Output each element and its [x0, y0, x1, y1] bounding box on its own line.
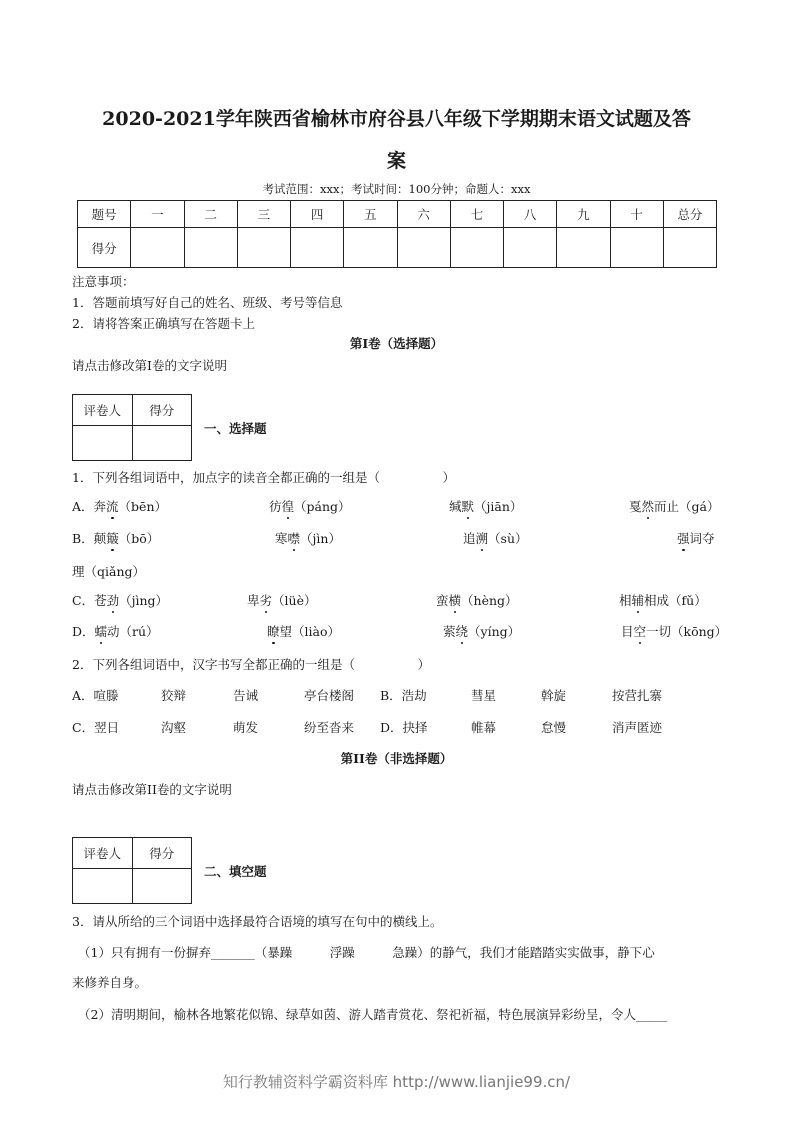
option-text: 相成（fǔ）	[644, 593, 707, 608]
grader-table	[72, 394, 192, 461]
option-text: （jìng）	[119, 593, 169, 608]
score-header-cell: 九	[557, 201, 610, 228]
q2-word: B．浩劫	[380, 688, 427, 703]
q1-option-d-item	[72, 622, 159, 640]
q1-option-a-item	[449, 497, 522, 515]
option-text: （jìn）	[300, 531, 341, 546]
dotted-char: 徨	[281, 499, 295, 514]
option-text: 望（liào）	[279, 624, 340, 639]
score-cell[interactable]	[291, 228, 344, 268]
score-header-cell: 五	[344, 201, 397, 228]
dotted-char: 流	[106, 499, 119, 514]
option-text: 而止（gá）	[654, 499, 720, 514]
dotted-char: 辅	[631, 593, 645, 608]
question-3-stem: 3．请从所给的三个词语中选择最符合语境的填写在句中的横线上。	[72, 914, 443, 929]
score-cell[interactable]	[237, 228, 290, 268]
q1-option-a-item	[629, 497, 720, 515]
q2-word: 狡辩	[161, 688, 187, 703]
q2-word: 沟壑	[161, 720, 187, 735]
q2-word: 纷至沓来	[304, 720, 355, 735]
option-text: （bēn）	[118, 499, 167, 514]
score-cell[interactable]	[557, 228, 610, 268]
grader-score-label: 得分	[132, 395, 192, 426]
q2-word: 彗星	[471, 688, 497, 703]
score-cell[interactable]	[184, 228, 237, 268]
option-text: 一切（kōng）	[646, 624, 728, 639]
q1-option-c-item	[436, 591, 518, 609]
option-text: D．	[72, 624, 95, 639]
option-text: 戛	[629, 499, 642, 514]
option-text: 萦	[443, 624, 456, 639]
q1-option-d-item	[443, 622, 520, 640]
option-text: B．颠	[72, 531, 107, 546]
dotted-char: 默	[461, 499, 475, 514]
q1-option-b-item	[677, 529, 715, 547]
dotted-char: 瞭	[267, 624, 280, 639]
footer-watermark: 知行教辅资料学霸资料库 http://www.lianjie99.cn/	[222, 1073, 571, 1091]
document-title-line-1: 2020-2021学年陕西省榆林市府谷县八年级下学期期末语文试题及答	[102, 108, 691, 130]
q1-option-a-item	[72, 497, 167, 515]
option-text: C．苍	[72, 593, 107, 608]
score-cell[interactable]	[663, 228, 716, 268]
q1-option-d-item	[267, 622, 340, 640]
score-cell[interactable]	[504, 228, 557, 268]
dotted-char: 然	[641, 499, 655, 514]
q2-word: 告诫	[233, 688, 259, 703]
option-text: （páng）	[294, 499, 351, 514]
option-text: （sù）	[488, 531, 528, 546]
score-table	[77, 200, 717, 268]
option-text: 寒	[275, 531, 288, 546]
score-header-cell: 总分	[663, 201, 716, 228]
q2-word: 帷幕	[471, 720, 497, 735]
option-text: 蛮	[436, 593, 449, 608]
dotted-char: 蠕	[94, 624, 108, 639]
q2-word: 按营扎寨	[612, 688, 663, 703]
document-title-line-2: 案	[386, 150, 406, 172]
score-table-score-row	[78, 228, 717, 268]
q2-word: 亭台楼阁	[304, 688, 355, 703]
dotted-char: 强	[677, 531, 690, 546]
q1-option-c-item	[619, 591, 707, 609]
score-header-cell: 三	[237, 201, 290, 228]
score-header-cell: 四	[291, 201, 344, 228]
section-1-heading: 一、选择题	[204, 421, 267, 436]
score-cell[interactable]	[610, 228, 663, 268]
score-header-cell: 一	[131, 201, 184, 228]
q3-part-1-line-1: （1）只有拥有一份摒弃_______（暴躁 浮躁 急躁）的静气，我们才能踏踏实实做事，静下心	[78, 945, 655, 960]
score-header-cell: 二	[184, 201, 237, 228]
exam-meta: 考试范围：xxx；考试时间：100分钟；命题人：xxx	[262, 182, 531, 196]
dotted-char: 溯	[475, 531, 489, 546]
grader-table	[72, 837, 192, 904]
score-cell[interactable]	[397, 228, 450, 268]
grader-score-cell[interactable]	[132, 426, 192, 461]
dotted-char: 空	[633, 624, 647, 639]
q2-word: A．喧滕	[72, 688, 119, 703]
dotted-char: 噤	[287, 531, 301, 546]
grader-score-label: 得分	[132, 838, 192, 869]
option-text: （jiān）	[474, 499, 523, 514]
q1-option-c-item	[72, 591, 168, 609]
option-text: 彷	[269, 499, 282, 514]
section-2-heading: 二、填空题	[204, 864, 267, 879]
q1-option-b-item	[463, 529, 528, 547]
dotted-char: 劲	[106, 593, 120, 608]
grader-label: 评卷人	[73, 395, 133, 426]
part-2-heading: 第II卷（非选择题）	[340, 751, 453, 766]
q3-part-2-line-1: （2）清明期间，榆林各地繁花似锦、绿草如茵、游人踏青赏花、祭祀祈福，特色展演异彩纷呈，令人_____	[78, 1007, 668, 1022]
q3-part-1-line-2: 来修养自身。	[72, 975, 148, 990]
score-header-cell: 六	[397, 201, 450, 228]
q2-word: 怠慢	[541, 720, 567, 735]
q2-word: 斡旋	[541, 688, 567, 703]
option-text: 词夺	[689, 531, 715, 546]
grader-cell[interactable]	[73, 426, 133, 461]
q1-option-d-item	[621, 622, 727, 640]
option-text: 缄	[449, 499, 462, 514]
option-text: 目	[621, 624, 634, 639]
grader-label: 评卷人	[73, 838, 133, 869]
score-header-cell: 八	[504, 201, 557, 228]
dotted-char: 横	[448, 593, 462, 608]
grader-cell[interactable]	[73, 869, 133, 904]
option-text: （hèng）	[461, 593, 518, 608]
dotted-char: 绕	[455, 624, 469, 639]
score-header-cell: 十	[610, 201, 663, 228]
score-header-cell: 七	[450, 201, 503, 228]
note-item: 2．请将答案正确填写在答题卡上	[72, 316, 255, 331]
option-text: （bō）	[118, 531, 160, 546]
note-item: 1．答题前填写好自己的姓名、班级、考号等信息	[72, 295, 343, 310]
score-row-label: 得分	[78, 228, 131, 268]
q2-word: D．抉择	[380, 720, 428, 735]
question-2-stem: 2．下列各组词语中，汉字书写全都正确的一组是（ ）	[72, 657, 430, 672]
q1-option-a-item	[269, 497, 351, 515]
q2-word: 萌发	[233, 720, 259, 735]
notes-heading: 注意事项：	[72, 274, 135, 289]
option-text: A．奔	[72, 499, 107, 514]
q2-word: 消声匿迹	[612, 720, 663, 735]
part-2-description[interactable]: 请点击修改第II卷的文字说明	[72, 782, 232, 797]
option-text: （yíng）	[468, 624, 521, 639]
score-cell[interactable]	[131, 228, 184, 268]
option-text: 动（rú）	[107, 624, 159, 639]
score-header-cell: 题号	[78, 201, 131, 228]
q1-option-b-continuation: 理（qiǎng）	[72, 564, 146, 579]
part-1-heading: 第I卷（选择题）	[349, 336, 444, 351]
option-text: 追	[463, 531, 476, 546]
q1-option-c-item	[247, 591, 316, 609]
question-1-stem: 1．下列各组词语中，加点字的读音全都正确的一组是（ ）	[72, 470, 455, 485]
option-text: 卑	[247, 593, 260, 608]
dotted-char: 簸	[106, 531, 119, 546]
q1-option-b-item	[72, 529, 159, 547]
part-1-description[interactable]: 请点击修改第I卷的文字说明	[72, 358, 227, 373]
option-text: （lüè）	[272, 593, 317, 608]
dotted-char: 劣	[259, 593, 273, 608]
score-cell[interactable]	[450, 228, 503, 268]
option-text: 相	[619, 593, 632, 608]
q1-option-b-item	[275, 529, 341, 547]
grader-score-cell[interactable]	[132, 869, 192, 904]
score-table-header-row	[78, 201, 717, 228]
score-cell[interactable]	[344, 228, 397, 268]
q2-word: C．翌日	[72, 720, 120, 735]
